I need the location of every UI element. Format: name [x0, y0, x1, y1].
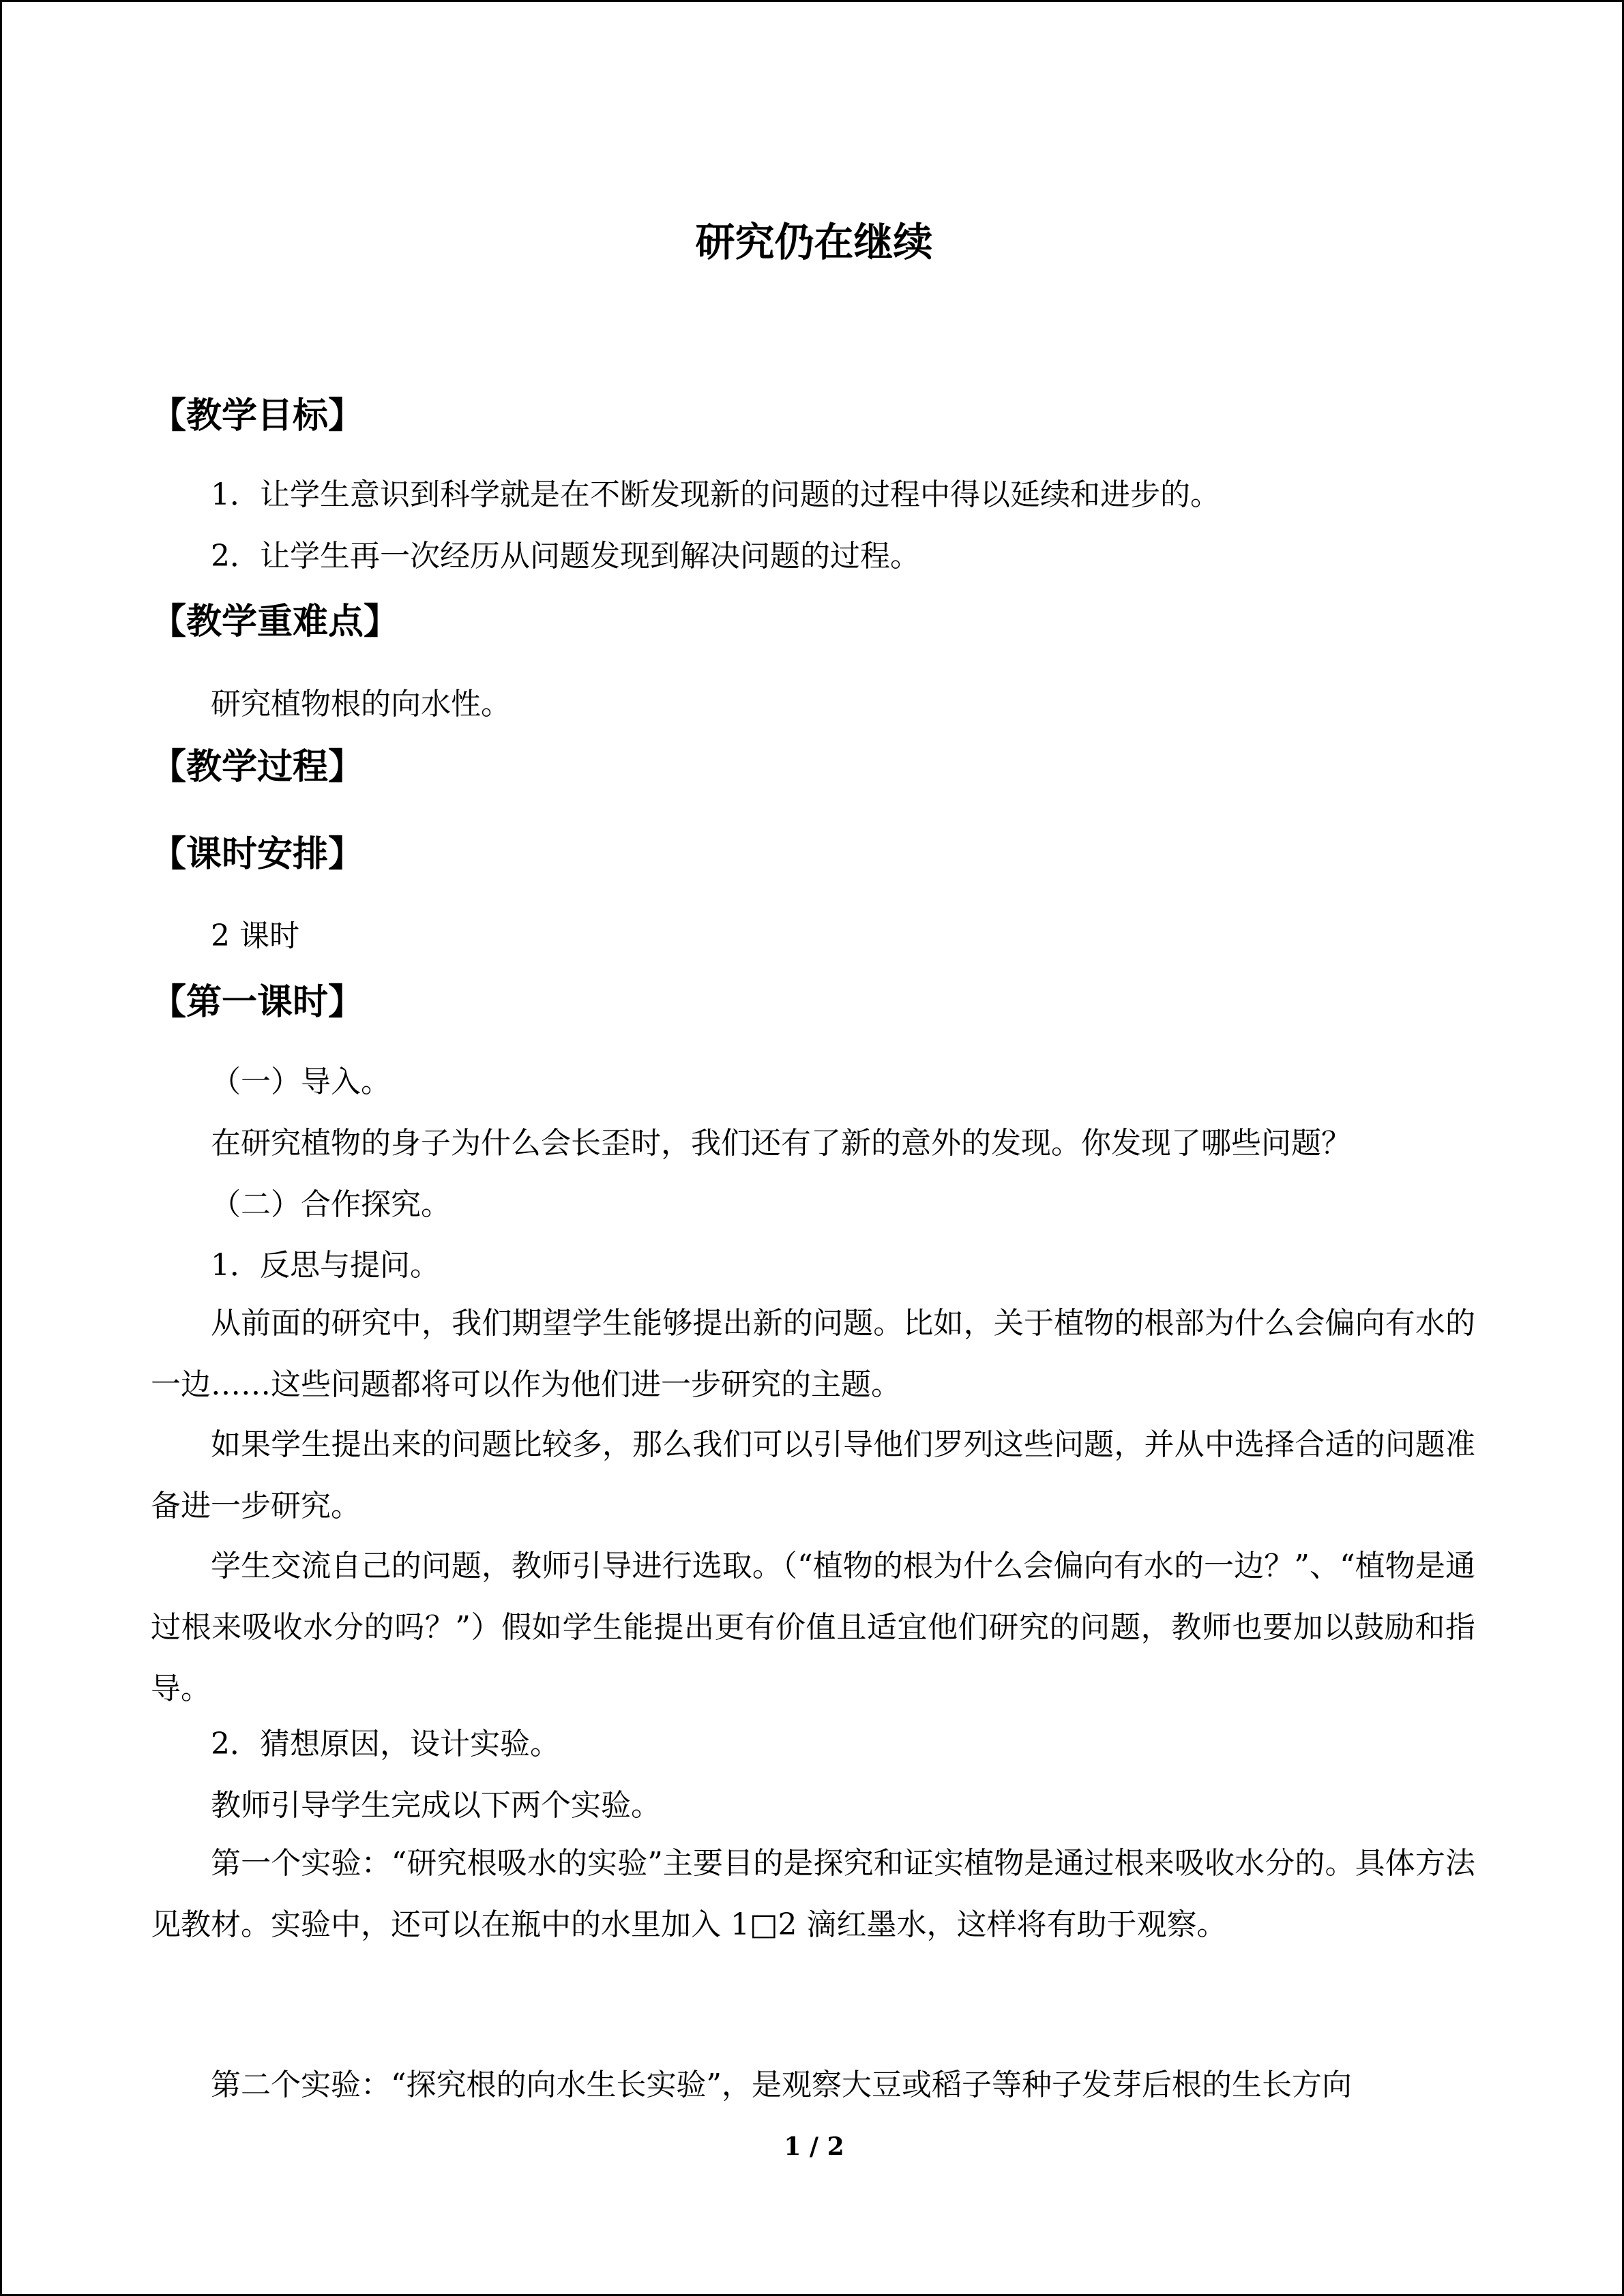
key-difficulty-text: 研究植物根的向水性。: [211, 687, 511, 721]
paragraph-2-text: 如果学生提出来的问题比较多，那么我们可以引导他们罗列这些问题，并从中选择合适的问题准备进一步研究。: [151, 1427, 1475, 1523]
explore-label: （二）合作探究。: [211, 1187, 451, 1222]
schedule-text: 2 课时: [211, 919, 299, 953]
paragraph-1: [151, 1293, 1475, 1416]
goal-item-1: 1．让学生意识到科学就是在不断发现新的问题的过程中得以延续和进步的。: [211, 477, 1220, 512]
paragraph-3: [151, 1536, 1475, 1720]
intro-text: 在研究植物的身子为什么会长歪时，我们还有了新的意外的发现。你发现了哪些问题？: [211, 1126, 1351, 1161]
paragraph-1-text: 从前面的研究中，我们期望学生能够提出新的问题。比如，关于植物的根部为什么会偏向有水的一边……这些问题都将可以作为他们进一步研究的主题。: [151, 1306, 1475, 1402]
paragraph-2: [151, 1414, 1475, 1537]
heading-teaching-process: 【教学过程】: [151, 747, 364, 788]
paragraph-5: [151, 1833, 1475, 1956]
paragraph-5-text: 第一个实验：“研究根吸水的实验”主要目的是探究和证实植物是通过根来吸收水分的。具体方法见教材。实验中，还可以在瓶中的水里加入 1□2 滴红墨水，这样将有助于观察。: [151, 1846, 1475, 1942]
heading-teaching-goals: 【教学目标】: [151, 396, 364, 436]
page-number: 1 / 2: [784, 2132, 844, 2161]
goal-item-2: 2．让学生再一次经历从问题发现到解决问题的过程。: [211, 539, 920, 573]
step1-label: 1．反思与提问。: [211, 1248, 440, 1283]
paragraph-3-text: 学生交流自己的问题，教师引导进行选取。（“植物的根为什么会偏向有水的一边？”、“植物是通过根来吸收水分的吗？”）假如学生能提出更有价值且适宜他们研究的问题，教师也要加以鼓励和指导。: [151, 1549, 1475, 1706]
intro-label: （一）导入。: [211, 1064, 391, 1099]
step2-label: 2．猜想原因，设计实验。: [211, 1727, 560, 1761]
heading-key-difficulty: 【教学重难点】: [151, 601, 400, 642]
paragraph-4: 教师引导学生完成以下两个实验。: [211, 1788, 661, 1823]
document-title: 研究仍在继续: [695, 219, 933, 265]
heading-schedule: 【课时安排】: [151, 834, 364, 875]
heading-lesson-one: 【第一课时】: [151, 982, 364, 1023]
paragraph-6: 第二个实验：“探究根的向水生长实验”，是观察大豆或稻子等种子发芽后根的生长方向: [211, 2068, 1352, 2102]
